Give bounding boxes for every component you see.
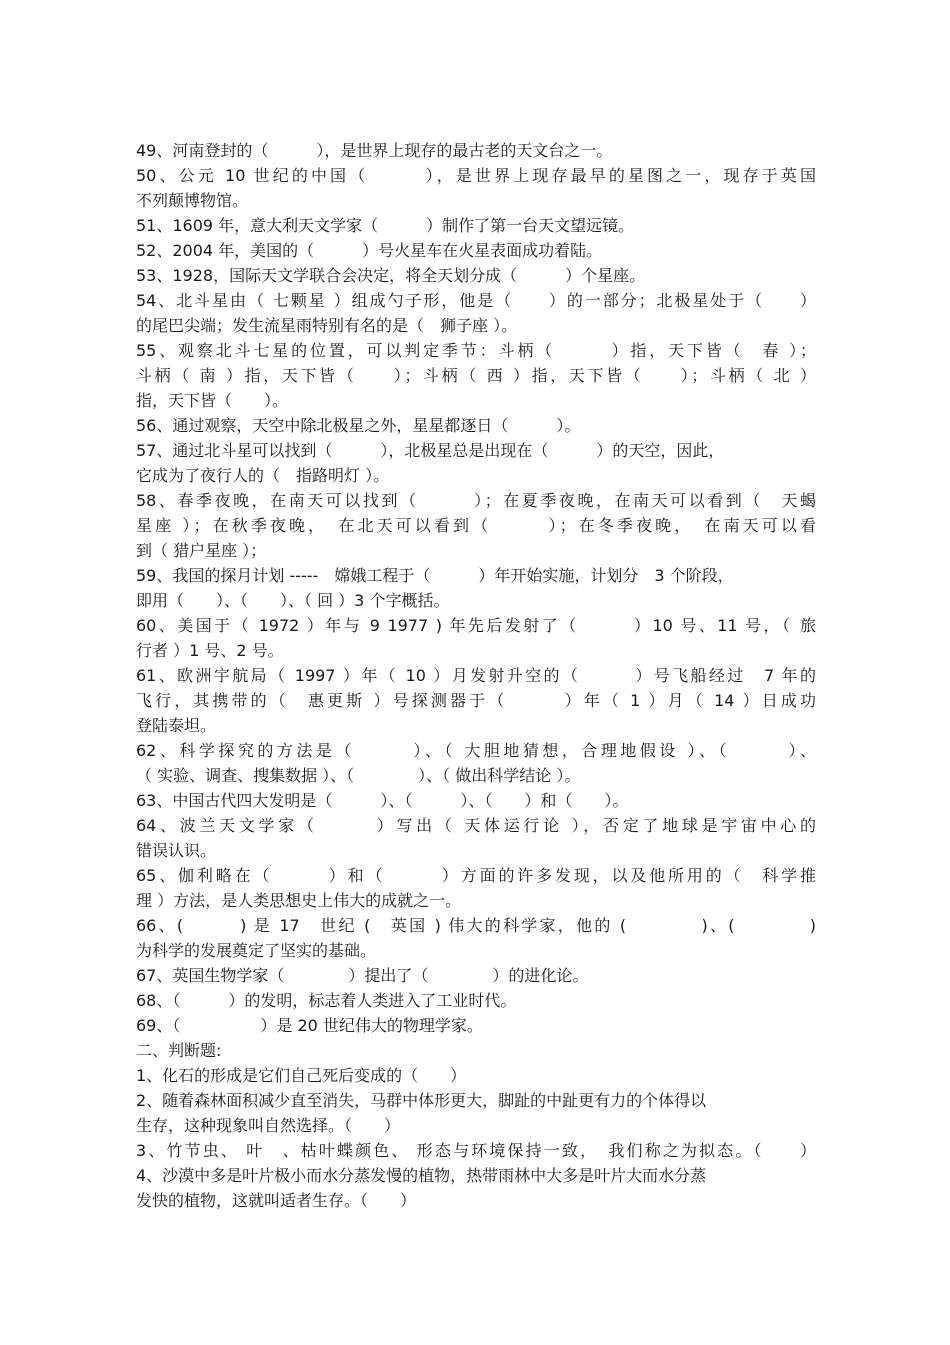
text-line: 59、我国的探月计划 ----- 嫦娥工程于（ ）年开始实施，计划分 3 个阶段， — [136, 566, 734, 585]
text-line: 错误认识。 — [136, 841, 217, 860]
text-line: 66、( ) 是 17 世纪 ( 英国 ) 伟大的科学家，他的 ( )、( ) — [136, 916, 816, 935]
text-line: 即用（ ）、（ ）、（ 回 ）3 个字概括。 — [136, 591, 450, 610]
text-line: 4、沙漠中多是叶片极小而水分蒸发慢的植物，热带雨林中大多是叶片大而水分蒸 — [136, 1166, 707, 1185]
text-line: 58、春季夜晚，在南天可以找到（ ）；在夏季夜晚，在南天可以看到（ 天蝎 — [136, 491, 816, 510]
text-line: 斗柄（ 南 ）指，天下皆（ ）；斗柄（ 西 ）指，天下皆（ ）；斗柄（ 北 ） — [136, 366, 816, 385]
text-line: 指，天下皆（ ）。 — [136, 391, 289, 410]
text-line: 为科学的发展奠定了坚实的基础。 — [136, 941, 377, 960]
text-line: 63、中国古代四大发明是（ ）、（ ）、（ ）和（ ）。 — [136, 791, 629, 810]
text-line: 生存，这种现象叫自然选择。（ ） — [136, 1116, 401, 1135]
text-line: 2、随着森林面积减少直至消失，马群中体形更大，脚趾的中趾更有力的个体得以 — [136, 1091, 707, 1110]
text-line: 69、（ ）是 20 世纪伟大的物理学家。 — [136, 1016, 483, 1035]
section-heading: 二、判断题: — [136, 1041, 222, 1060]
text-line: 它成为了夜行人的（ 指路明灯 ）。 — [136, 466, 390, 485]
text-line: 不列颠博物馆。 — [136, 191, 249, 210]
text-line: 3、竹节虫、 叶 、枯叶蝶颜色、 形态与环境保持一致， 我们称之为拟态。（ ） — [136, 1141, 816, 1160]
text-line: 1、化石的形成是它们自己死后变成的（ ） — [136, 1066, 467, 1085]
text-line: 星座 ）；在秋季夜晚， 在北天可以看到（ ）；在冬季夜晚， 在南天可以看 — [136, 516, 816, 535]
document-page — [136, 138, 816, 1213]
text-line: 68、（ ）的发明，标志着人类进入了工业时代。 — [136, 991, 517, 1010]
text-line: 53、1928，国际天文学联合会决定，将全天划分成（ ）个星座。 — [136, 266, 646, 285]
text-line: 60、美国于（ 1972 ）年与 9 1977 ) 年先后发射了（ ）10 号、11 号，（ 旅 — [136, 616, 816, 635]
text-line: 65、伽利略在（ ）和（ ）方面的许多发现，以及他所用的（ 科学推 — [136, 866, 816, 885]
text-line: 64、波兰天文学家（ ）写出（ 天体运行论 ），否定了地球是宇宙中心的 — [136, 816, 816, 835]
text-line: 52、2004 年，美国的（ ）号火星车在火星表面成功着陆。 — [136, 241, 603, 260]
text-line: 51、1609 年，意大利天文学家（ ）制作了第一台天文望远镜。 — [136, 216, 635, 235]
text-line: 62、科学探究的方法是（ ）、（ 大胆地猜想，合理地假设 ）、（ ）、 — [136, 741, 816, 760]
text-line: 55、观察北斗七星的位置，可以判定季节：斗柄（ ）指，天下皆（ 春 ）； — [136, 341, 816, 360]
text-line: 56、通过观察，天空中除北极星之外，星星都逐日（ ）。 — [136, 416, 581, 435]
text-line: 67、英国生物学家（ ）提出了（ ）的进化论。 — [136, 966, 589, 985]
text-line: 飞行，其携带的（ 惠更斯 ）号探测器于（ ）年（ 1 ）月（ 14 ）日成功 — [136, 691, 816, 710]
text-line: 到（ 猎户星座 ）； — [136, 541, 267, 560]
text-line: 发快的植物，这就叫适者生存。（ ） — [136, 1191, 417, 1210]
text-line: 49、河南登封的（ ），是世界上现存的最古老的天文台之一。 — [136, 141, 613, 160]
text-line: 登陆泰坦。 — [136, 716, 217, 735]
text-line: 50、公元 10 世纪的中国（ ），是世界上现存最早的星图之一，现存于英国 — [136, 166, 816, 185]
text-line: 的尾巴尖端；发生流星雨特别有名的是（ 狮子座 ）。 — [136, 316, 518, 335]
text-line: 61、欧洲宇航局（ 1997 ）年（ 10 ）月发射升空的（ ）号飞船经过 7 年的 — [136, 666, 816, 685]
text-line: 54、北斗星由（ 七颗星 ）组成勺子形，他是（ ）的一部分；北极星处于（ ） — [136, 291, 816, 310]
text-line: 行者 ）1 号、2 号。 — [136, 641, 284, 660]
text-line: 57、通过北斗星可以找到（ ），北极星总是出现在（ ）的天空，因此， — [136, 441, 725, 460]
text-line: （ 实验、调查、搜集数据 ）、（ ）、（ 做出科学结论 ）。 — [136, 766, 581, 785]
text-line: 理 ）方法，是人类思想史上伟大的成就之一。 — [136, 891, 462, 910]
